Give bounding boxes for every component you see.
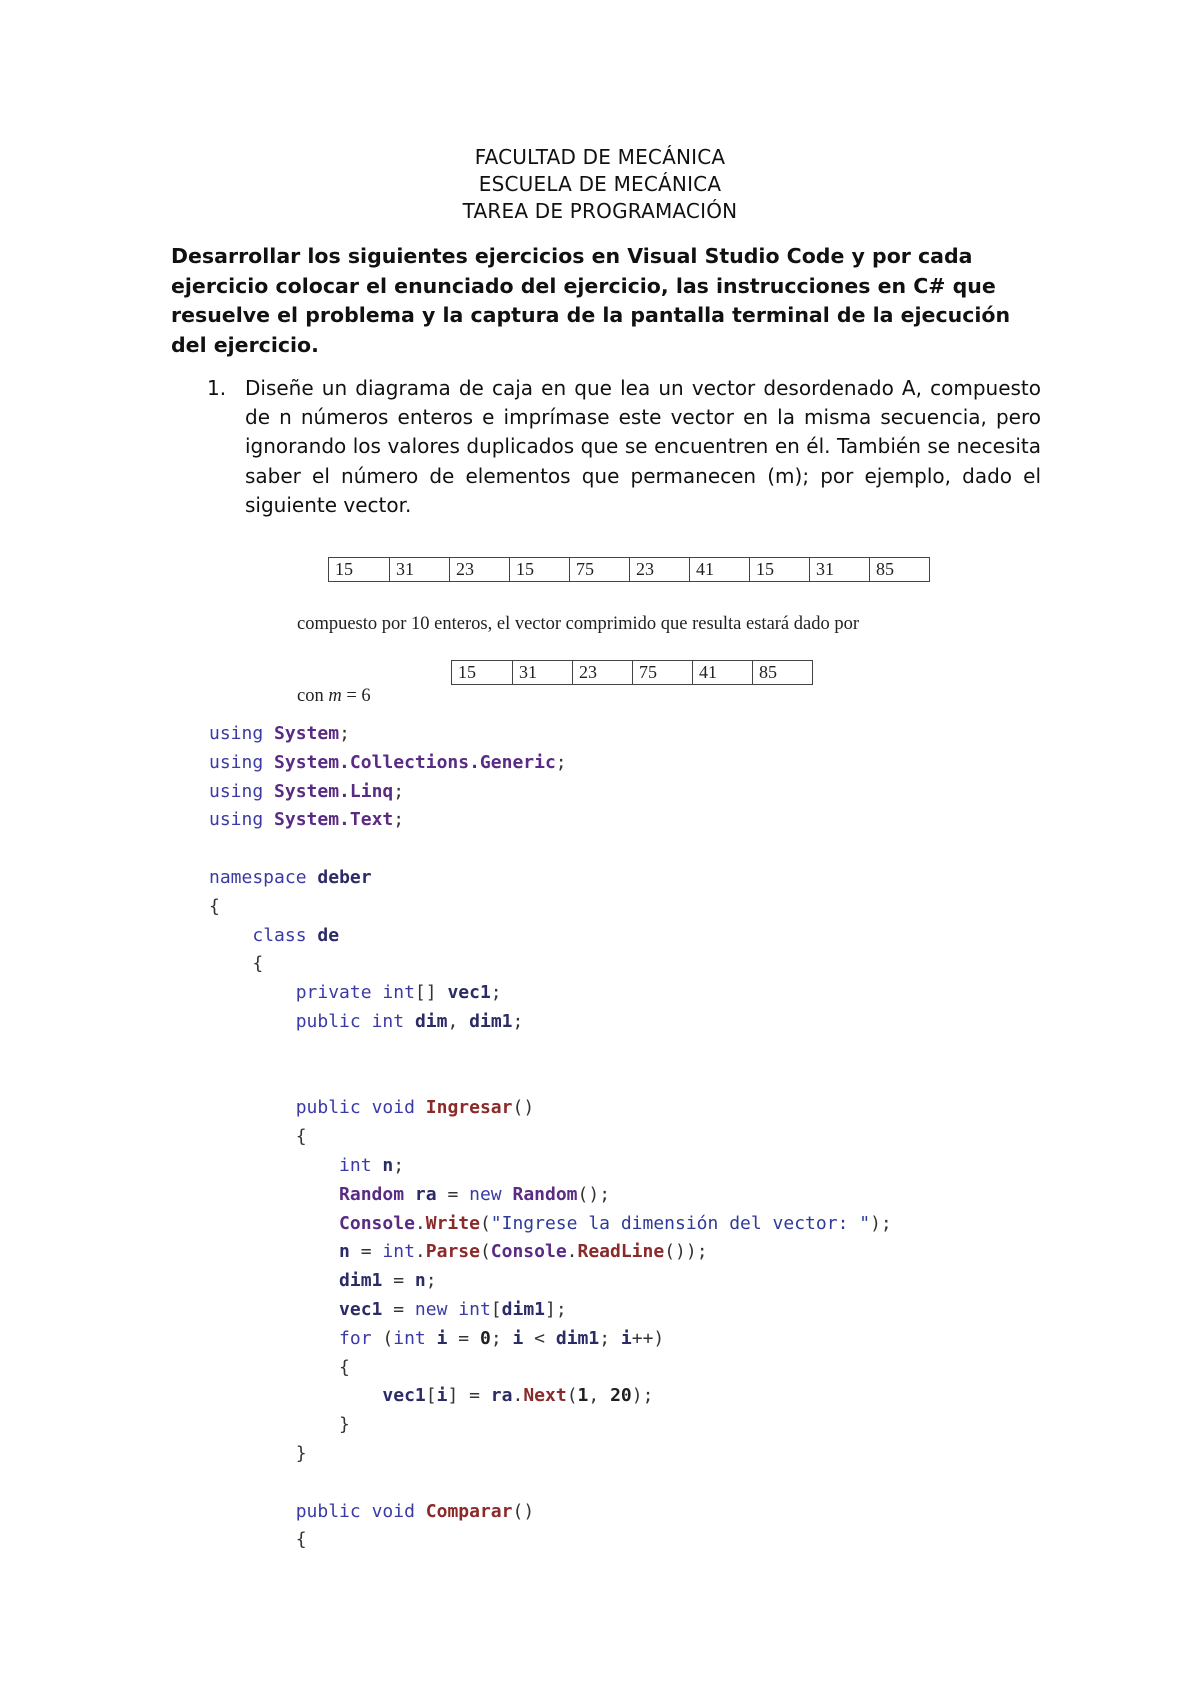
code-listing	[209, 720, 892, 1555]
code-token: int	[393, 1327, 426, 1349]
code-token: ()	[512, 1097, 535, 1119]
code-token	[209, 1241, 339, 1262]
code-line	[209, 1382, 892, 1411]
vector-cell: 15	[458, 662, 476, 682]
code-token: vec1	[447, 982, 491, 1004]
code-token: ReadLine	[577, 1241, 665, 1263]
code-line	[209, 1411, 892, 1440]
code-token: ;	[490, 982, 502, 1004]
code-token: =	[447, 1327, 480, 1349]
code-token	[209, 1501, 296, 1522]
code-token: ;	[393, 780, 405, 802]
code-line	[209, 835, 892, 864]
code-token: 0	[479, 1327, 491, 1349]
code-token: ;	[393, 1154, 405, 1176]
code-token: i	[436, 1327, 448, 1349]
code-token: Random	[339, 1183, 405, 1205]
code-token: dim1	[339, 1270, 383, 1292]
code-token: (	[479, 1212, 491, 1234]
code-token	[209, 1385, 382, 1406]
code-token: ;	[599, 1327, 621, 1349]
code-line	[209, 864, 892, 893]
output-vector-table	[451, 660, 813, 685]
code-token: dim	[414, 1010, 448, 1032]
code-token: =	[436, 1183, 470, 1205]
code-token: new	[469, 1183, 502, 1205]
code-token: ;	[512, 1010, 524, 1032]
code-token: {	[209, 1356, 350, 1378]
code-token: );	[870, 1212, 892, 1234]
code-token: Parse	[425, 1241, 480, 1263]
code-token	[415, 1097, 426, 1118]
code-token: int	[339, 1154, 372, 1176]
code-token: =	[382, 1298, 415, 1320]
code-token: ;	[393, 809, 405, 831]
example-caption: compuesto por 10 enteros, el vector comprimido que resulta estará dado por	[297, 614, 860, 634]
code-line	[209, 778, 892, 807]
code-token: .	[566, 1241, 578, 1263]
code-token: int	[382, 1241, 415, 1263]
code-token	[209, 1184, 339, 1205]
code-token: ;	[339, 723, 350, 744]
faculty-title: FACULTAD DE MECÁNICA	[474, 145, 726, 169]
code-token	[209, 925, 252, 946]
school-title: ESCUELA DE MECÁNICA	[478, 172, 722, 196]
code-token	[361, 1097, 372, 1118]
code-token: Next	[523, 1385, 567, 1407]
vector-cell: 23	[449, 558, 509, 581]
code-token	[404, 1011, 415, 1032]
code-line	[209, 1210, 892, 1239]
code-token	[307, 867, 318, 888]
code-token: (	[479, 1241, 491, 1263]
code-line	[209, 1066, 892, 1095]
code-line	[209, 1440, 892, 1469]
result-value: = 6	[341, 686, 371, 706]
code-token: ;	[490, 1327, 513, 1349]
result-variable: m	[328, 686, 342, 706]
code-token: =	[382, 1270, 415, 1292]
code-token: .	[512, 1385, 524, 1407]
code-token: }	[209, 1414, 350, 1436]
code-token: int	[382, 982, 415, 1004]
code-token: System.Collections.Generic	[274, 751, 556, 773]
code-token	[263, 752, 274, 773]
code-token: public	[295, 1010, 361, 1032]
code-line	[209, 1094, 892, 1123]
code-line	[209, 893, 892, 922]
code-token	[426, 1328, 437, 1349]
code-token	[209, 1328, 339, 1349]
code-token: public	[295, 1097, 361, 1119]
code-token: i	[512, 1327, 524, 1349]
code-token: i	[620, 1327, 632, 1349]
code-token: .	[414, 1212, 426, 1234]
code-token	[502, 1184, 513, 1205]
code-token: {	[209, 953, 264, 975]
code-token: "Ingrese la dimensión del vector: "	[490, 1212, 871, 1234]
instructions-paragraph: Desarrollar los siguientes ejercicios en Visual Studio Code y por cada ejercicio colocar el enunciado del ejercicio, las instrucciones en C# que resuelve el problema y la captura de la pantalla terminal de la ejecución del ejercicio.	[171, 244, 1011, 357]
code-token: Write	[425, 1212, 480, 1234]
code-token: System	[274, 723, 340, 744]
vector-cell: 15	[749, 558, 809, 581]
code-token	[372, 1155, 383, 1176]
code-token: de	[317, 924, 340, 946]
code-token	[263, 723, 274, 744]
code-line	[209, 1354, 892, 1383]
input-vector-table	[328, 557, 930, 582]
code-token	[209, 1097, 296, 1118]
vector-cell: 15	[509, 558, 569, 581]
code-token: (	[566, 1385, 578, 1407]
code-token: }	[209, 1442, 307, 1464]
code-token	[263, 809, 274, 830]
code-token: private	[295, 982, 372, 1004]
code-token: n	[382, 1154, 394, 1176]
code-token: vec1	[339, 1298, 383, 1320]
code-token	[209, 1155, 339, 1176]
code-token: {	[209, 1126, 307, 1148]
code-token: dim1	[555, 1327, 600, 1349]
vector-cell: 31	[389, 558, 449, 581]
code-token: dim1	[501, 1298, 545, 1320]
code-token: ();	[577, 1183, 611, 1205]
vector-cell: 31	[809, 558, 869, 581]
code-token: ;	[555, 751, 567, 773]
code-line	[209, 1008, 892, 1037]
code-line	[209, 1498, 892, 1527]
code-token: <	[523, 1327, 556, 1349]
code-token: Console	[339, 1212, 415, 1234]
code-line	[209, 749, 892, 778]
code-token: n	[339, 1241, 350, 1263]
code-token: System.Linq	[274, 780, 394, 802]
code-line	[209, 720, 892, 749]
code-token: class	[252, 924, 307, 946]
code-token: n	[414, 1270, 426, 1292]
code-token: 1	[577, 1385, 589, 1407]
code-token	[447, 1299, 458, 1320]
code-token: [	[490, 1298, 502, 1320]
exercise-number: 1.	[207, 376, 227, 400]
code-token: ] =	[447, 1385, 491, 1407]
code-token: using	[209, 809, 264, 831]
code-token: System.Text	[274, 809, 394, 831]
code-token	[372, 982, 383, 1003]
code-token: int	[371, 1010, 405, 1032]
code-token	[263, 781, 274, 802]
result-count	[297, 686, 371, 707]
code-token: int	[458, 1298, 491, 1320]
code-token: {	[209, 1529, 307, 1551]
code-token: void	[371, 1500, 415, 1522]
code-token	[404, 1184, 415, 1205]
code-token: Random	[512, 1183, 578, 1205]
code-line	[209, 1123, 892, 1152]
code-token: using	[209, 751, 264, 773]
assignment-title: TAREA DE PROGRAMACIÓN	[462, 199, 738, 223]
code-line	[209, 1238, 892, 1267]
code-token: Comparar	[425, 1500, 513, 1522]
code-line	[209, 806, 892, 835]
code-line	[209, 922, 892, 951]
code-token: ];	[545, 1298, 567, 1320]
code-token: [	[425, 1385, 437, 1407]
code-line	[209, 1152, 892, 1181]
code-token	[209, 1270, 339, 1291]
code-token: Console	[490, 1241, 567, 1263]
code-token: []	[414, 982, 448, 1004]
vector-cell: 75	[632, 661, 692, 684]
vector-cell: 31	[512, 661, 572, 684]
code-token: ra	[414, 1183, 437, 1205]
vector-cell: 75	[569, 558, 629, 581]
code-token: i	[436, 1385, 448, 1407]
code-token	[361, 1501, 372, 1522]
code-token: void	[371, 1097, 415, 1119]
code-token: namespace	[209, 866, 307, 888]
code-token: ()	[512, 1500, 535, 1522]
code-token: dim1	[469, 1010, 513, 1032]
code-token: ra	[490, 1385, 513, 1407]
code-token: ());	[664, 1241, 708, 1263]
code-line	[209, 979, 892, 1008]
exercise-statement: Diseñe un diagrama de caja en que lea un vector desordenado A, compuesto de n números enteros e imprímase este vector en la misma secuencia, pero ignorando los valores duplicados que se encuentren en él. También se necesita saber el número de elementos que permanecen (m); por ejemplo, dado el siguiente vector.	[245, 376, 1041, 517]
vector-cell: 85	[869, 558, 929, 581]
code-token: );	[631, 1385, 654, 1407]
vector-cell: 15	[335, 559, 353, 579]
code-line	[209, 1296, 892, 1325]
document-header	[0, 144, 1200, 225]
code-token	[361, 1011, 372, 1032]
code-line	[209, 1469, 892, 1498]
code-token: ++)	[631, 1327, 665, 1349]
code-token: for	[339, 1327, 372, 1349]
vector-cell: 85	[752, 661, 812, 684]
vector-cell: 41	[692, 661, 752, 684]
code-line	[209, 1325, 892, 1354]
code-token	[209, 982, 296, 1003]
code-token: deber	[317, 866, 372, 888]
exercise-1	[207, 374, 1041, 520]
code-line	[209, 1526, 892, 1555]
vector-cell: 23	[629, 558, 689, 581]
code-line	[209, 1267, 892, 1296]
vector-cell: 41	[689, 558, 749, 581]
code-token: 20	[610, 1385, 632, 1407]
code-token: public	[295, 1500, 361, 1522]
code-line	[209, 1181, 892, 1210]
code-token	[415, 1501, 426, 1522]
code-token: ;	[425, 1270, 437, 1292]
code-token: ,	[447, 1010, 470, 1032]
code-token	[209, 1299, 339, 1320]
result-prefix: con	[297, 686, 329, 706]
code-token: using	[209, 780, 264, 802]
code-line	[209, 1037, 892, 1066]
code-token: =	[349, 1241, 383, 1263]
code-token	[307, 925, 318, 946]
code-line	[209, 950, 892, 979]
code-token: (	[371, 1327, 394, 1349]
code-token: Ingresar	[425, 1097, 513, 1119]
code-token: .	[414, 1241, 426, 1263]
vector-cell: 23	[572, 661, 632, 684]
code-token: vec1	[382, 1385, 426, 1407]
code-token	[209, 1213, 339, 1234]
code-token: ,	[588, 1385, 611, 1407]
code-token: using	[209, 723, 264, 744]
code-token: new	[414, 1298, 448, 1320]
code-token	[209, 1011, 296, 1032]
code-token: {	[209, 895, 220, 917]
